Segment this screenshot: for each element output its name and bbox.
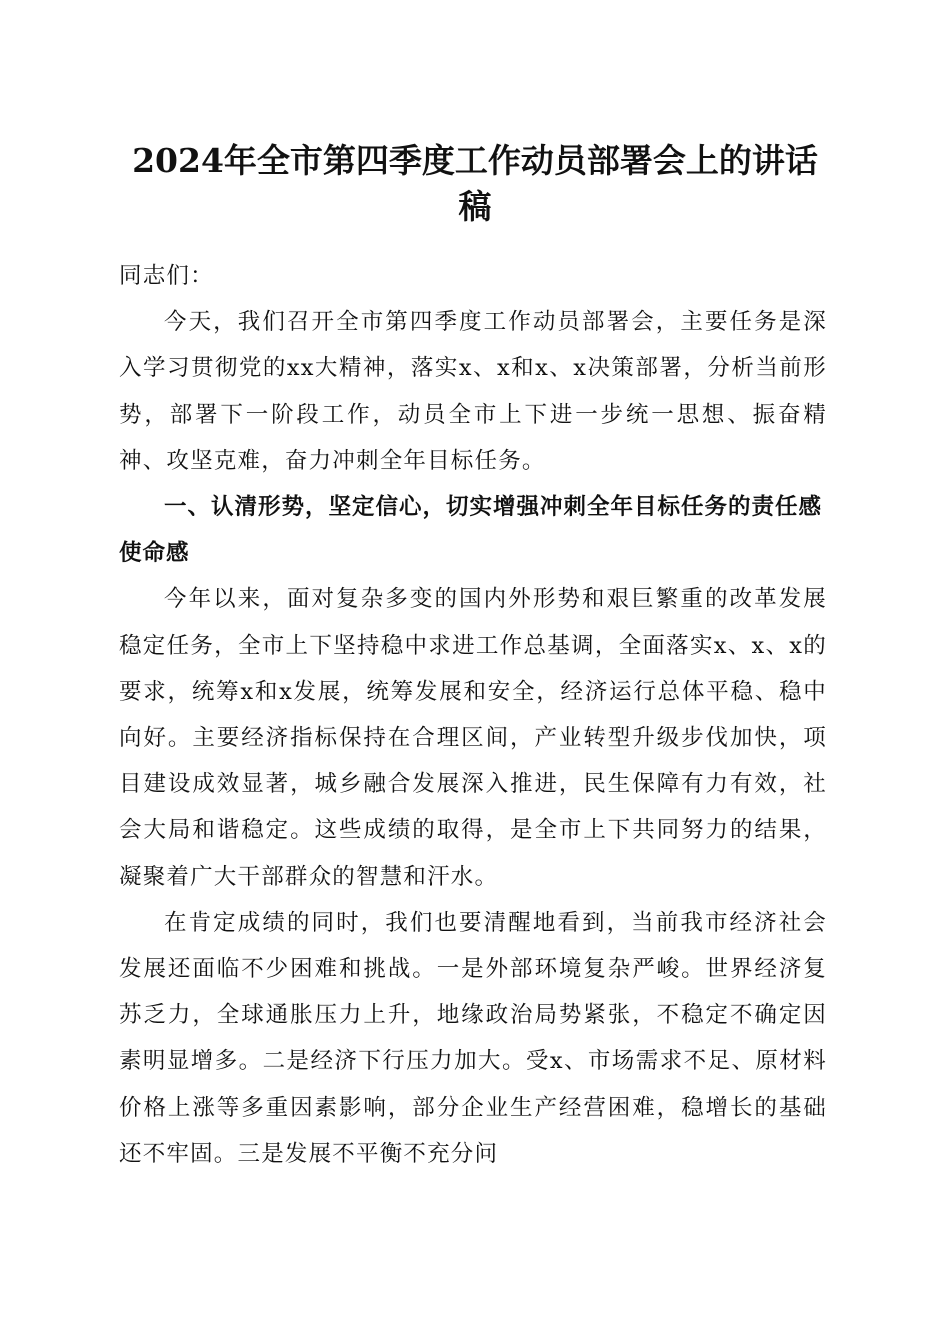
section-heading: 一、认清形势，坚定信心，切实增强冲刺全年目标任务的责任感使命感 [119, 494, 823, 567]
document-title: 2024年全市第四季度工作动员部署会上的讲话稿 [132, 141, 818, 226]
document-body [119, 253, 827, 1177]
intro-paragraph: 今天，我们召开全市第四季度工作动员部署会，主要任务是深入学习贯彻党的xx大精神，落实x、x和x、x决策部署，分析当前形势，部署下一阶段工作，动员全市上下进一步统一思想、振奋精神、攻坚克难，奋力冲刺全年目标任务。 [119, 309, 827, 474]
salutation: 同志们： [119, 263, 214, 289]
paragraph: 在肯定成绩的同时，我们也要清醒地看到，当前我市经济社会发展还面临不少困难和挑战。一是外部环境复杂严峻。世界经济复苏乏力，全球通胀压力上升，地缘政治局势紧张，不稳定不确定因素明显增多。二是经济下行压力加大。受x、市场需求不足、原材料价格上涨等多重因素影响，部分企业生产经营困难，稳增长的基础还不牢固。三是发展不平衡不充分问 [119, 909, 827, 1167]
paragraph: 今年以来，面对复杂多变的国内外形势和艰巨繁重的改革发展稳定任务，全市上下坚持稳中求进工作总基调，全面落实x、x、x的要求，统筹x和x发展，统筹发展和安全，经济运行总体平稳、稳中向好。主要经济指标保持在合理区间，产业转型升级步伐加快，项目建设成效显著，城乡融合发展深入推进，民生保障有力有效，社会大局和谐稳定。这些成绩的取得，是全市上下共同努力的结果，凝聚着广大干部群众的智慧和汗水。 [119, 586, 827, 890]
